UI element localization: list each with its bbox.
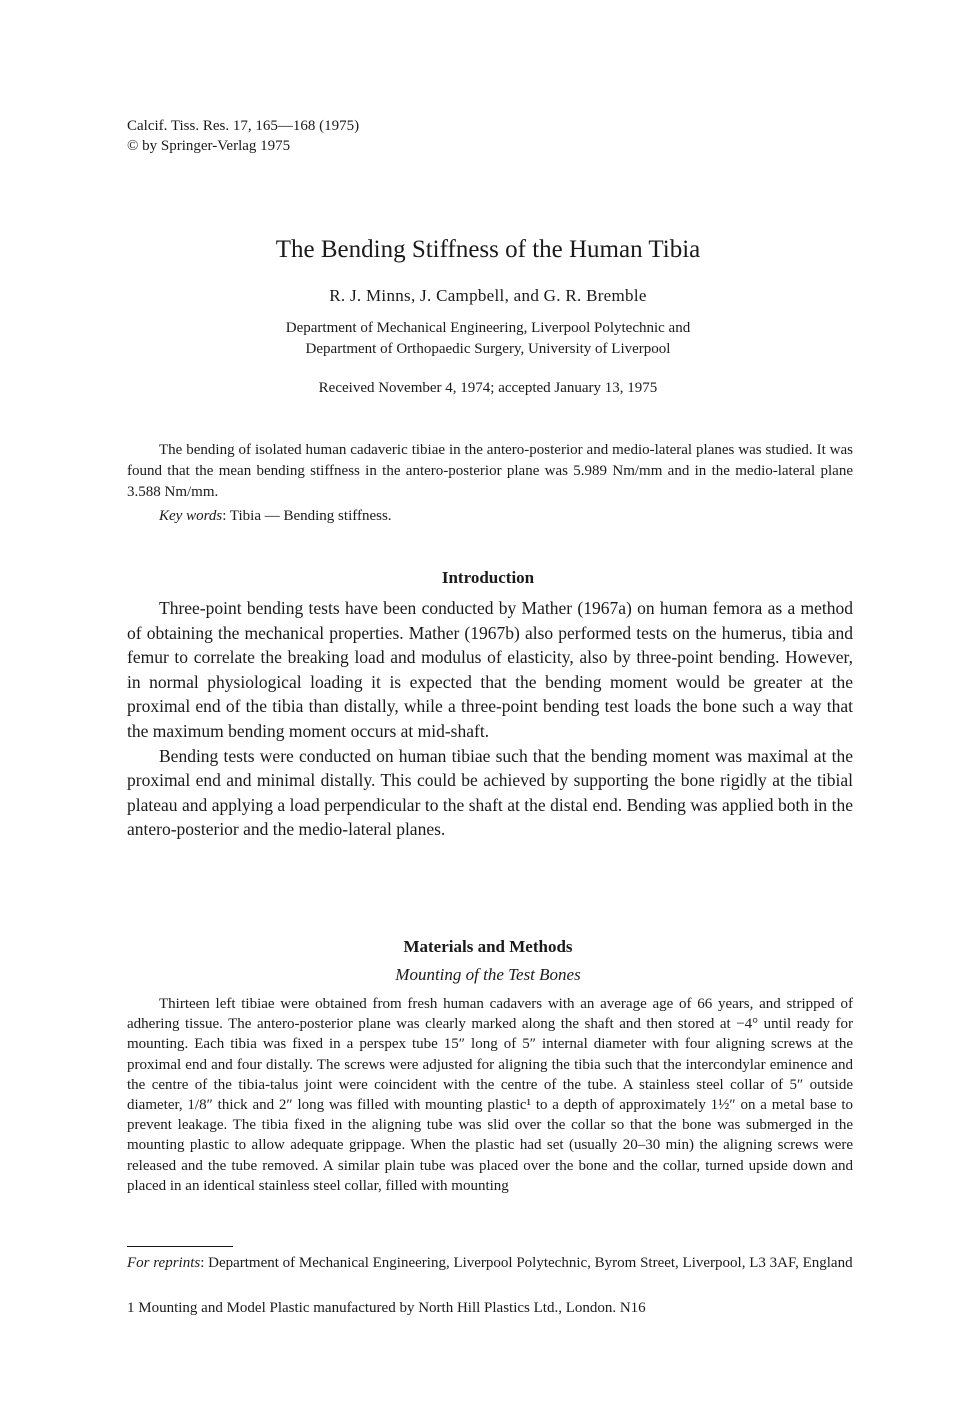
journal-line: Calcif. Tiss. Res. 17, 165—168 (1975) <box>127 118 360 134</box>
reprints-text: : Department of Mechanical Engineering, Liverpool Polytechnic, Byrom Street, Liverpool, L3 3AF, England <box>200 1255 853 1271</box>
affiliation-1: Department of Mechanical Engineering, Liverpool Polytechnic and <box>285 320 691 336</box>
introduction-heading: Introduction <box>441 568 535 587</box>
received-dates: Received November 4, 1974; accepted January 13, 1975 <box>318 380 658 396</box>
footnote-1: 1 Mounting and Model Plastic manufactured by North Hill Plastics Ltd., London. N16 <box>127 1300 646 1316</box>
introduction-paragraph-1: Three-point bending tests have been conducted by Mather (1967a) on human femora as a method of obtaining the mechanical properties. Mather (1967b) also performed tests on the humerus, tibia and femur to correlate the breaking load and modulus of elasticity, also by three-point bending. However, in normal physiological loading it is expected that the bending moment would be greater at the proximal end of the tibia than distally, while a three-point bending test loads the bone such a way that the maximum bending moment occurs at mid-shaft. <box>127 598 853 741</box>
keywords-label: Key words <box>159 508 223 524</box>
article-title: The Bending Stiffness of the Human Tibia <box>275 236 701 263</box>
keywords <box>127 506 853 527</box>
affiliation-2: Department of Orthopaedic Surgery, University of Liverpool <box>305 341 671 357</box>
methods-paragraph-1: Thirteen left tibiae were obtained from fresh human cadavers with an average age of 66 years, and stripped of adhering tissue. The antero-posterior plane was clearly marked along the shaft and then stored at −4° until ready for mounting. Each tibia was fixed in a perspex tube 15″ long of 5″ internal diameter with four aligning screws at the proximal end and four distally. The screws were adjusted for aligning the tibia such that the intercondylar eminence and the centre of the tibia-talus joint were coincident with the centre of the tube. A stainless steel collar of 5″ outside diameter, 1/8″ thick and 2″ long was filled with mounting plastic¹ to a depth of approximately 1½″ on a metal base to prevent leakage. The tibia fixed in the aligning tube was slid over the collar so that the bone was submerged in the mounting plastic to allow adequate grippage. When the plastic had set (usually 20–30 min) the aligning screws were released and the tube removed. A similar plain tube was placed over the bone and the collar, turned upside down and placed in an identical stainless steel collar, filled with mounting <box>127 996 853 1194</box>
introduction-body <box>127 596 853 842</box>
keywords-text: : Tibia — Bending stiffness. <box>222 508 392 524</box>
footnote-rule <box>127 1246 233 1247</box>
affiliations <box>0 318 976 360</box>
abstract <box>127 440 853 527</box>
abstract-text: The bending of isolated human cadaveric tibiae in the antero-posterior and medio-lateral planes was studied. It was found that the mean bending stiffness in the antero-posterior plane was 5.989 Nm/mm and in the medio-lateral plane 3.588 Nm/mm. <box>127 442 853 500</box>
reprints-label: For reprints <box>127 1255 201 1271</box>
methods-heading: Materials and Methods <box>403 937 573 956</box>
copyright-line: © by Springer-Verlag 1975 <box>127 138 291 154</box>
footnote-reprints <box>127 1253 853 1274</box>
introduction-paragraph-2: Bending tests were conducted on human tibiae such that the bending moment was maximal at the proximal end and minimal distally. This could be achieved by supporting the bone rigidly at the tibial plateau and applying a load perpendicular to the shaft at the distal end. Bending was applied both in the antero-posterior and the medio-lateral planes. <box>127 745 853 840</box>
journal-citation <box>127 116 359 156</box>
methods-subheading: Mounting of the Test Bones <box>395 965 581 984</box>
article-authors: R. J. Minns, J. Campbell, and G. R. Bremble <box>329 286 647 305</box>
methods-body <box>127 994 853 1196</box>
